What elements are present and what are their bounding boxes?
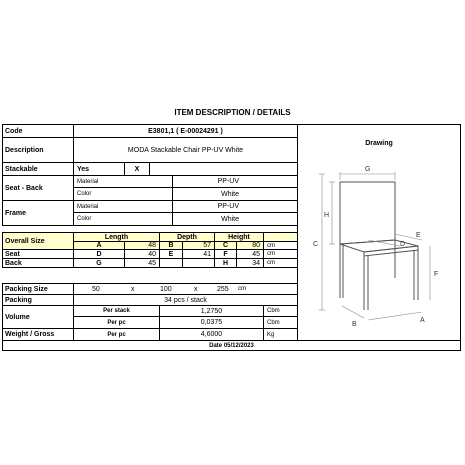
description-label: Description [2,137,74,163]
dim-b: B [352,321,357,328]
spec-sheet [2,124,461,351]
dim-c: C [313,241,319,248]
seat-back-material-label: Material [73,175,173,188]
seat-e-key: E [159,249,183,259]
stackable-yes: Yes [73,162,125,176]
seat-f-key: F [214,249,237,259]
page-title: ITEM DESCRIPTION / DETAILS [174,108,291,117]
code-value: E3801,1 ( E-00024291 ) [73,124,298,138]
volume-per-pc-label: Per pc [73,316,160,329]
back-g-value: 45 [124,258,160,268]
chair-back-panel [340,182,395,244]
packing-size-unit: cm [238,286,246,292]
weight-value: 4,6000 [159,328,264,341]
volume-per-pc: 0,0375 [159,316,264,329]
seat-f-value: 45 [236,249,264,259]
back-h-value: 34 [236,258,264,268]
seat-d-value: 40 [124,249,160,259]
depth-header: Depth [159,232,215,242]
weight-unit: Kg [263,328,298,341]
dim-d: D [400,241,406,248]
length-header: Length [73,232,160,242]
seat-d-key: D [73,249,125,259]
volume-unit-2: Cbm [263,316,298,329]
seat-back-color-label: Color [73,187,173,201]
dim-h: H [324,212,330,219]
overall-c-key: C [214,241,237,250]
weight-per-pc-label: Per pc [73,328,160,341]
seat-label: Seat [2,249,74,259]
frame-material-label: Material [73,200,173,213]
dim-e: E [416,232,421,239]
overall-a-key: A [73,241,125,250]
frame-color: White [172,212,298,226]
volume-unit-1: Cbm [263,305,298,317]
packing-size-x2: x [194,285,198,293]
packing-size-label: Packing Size [2,283,74,295]
overall-b-value: 57 [182,241,215,250]
volume-label: Volume [2,305,74,329]
back-empty-2 [182,258,215,268]
packing-size-1: 50 [92,285,100,293]
height-header: Height [214,232,264,242]
stackable-mark: X [124,162,150,176]
overall-c-value: 80 [236,241,264,250]
packing-size-3: 255 [217,285,229,293]
dim-g: G [365,166,371,173]
drawing-title: Drawing [365,140,393,147]
frame-label: Frame [2,200,74,226]
packing-value: 34 pcs / stack [73,294,298,306]
overall-a-value: 48 [124,241,160,250]
code-label: Code [2,124,74,138]
packing-size-x1: x [131,285,135,293]
packing-size-2: 100 [160,285,172,293]
packing-label: Packing [2,294,74,306]
frame-material: PP-UV [172,200,298,213]
dim-f: F [434,271,439,278]
description-value: MODA Stackable Chair PP-UV White [73,137,298,163]
back-h-key: H [214,258,237,268]
seat-back-material: PP-UV [172,175,298,188]
back-unit: cm [263,258,298,268]
volume-per-stack: 1,2750 [159,305,264,317]
volume-per-stack-label: Per stack [73,305,160,317]
seat-e-value: 41 [182,249,215,259]
overall-b-key: B [159,241,183,250]
stackable-empty [149,162,298,176]
weight-label: Weight / Gross [2,328,74,341]
chair-drawing [300,160,458,340]
seat-unit: cm [263,249,298,259]
seat-back-color: White [172,187,298,201]
date: Date 05/12/2023 [2,340,461,351]
back-empty-1 [159,258,183,268]
stackable-label: Stackable [2,162,74,176]
dim-a: A [420,317,425,324]
overall-size-label: Overall Size [2,232,74,250]
seat-back-label: Seat - Back [2,175,74,201]
back-label: Back [2,258,74,268]
frame-color-label: Color [73,212,173,226]
overall-unit: cm [263,241,298,250]
back-g-key: G [73,258,125,268]
